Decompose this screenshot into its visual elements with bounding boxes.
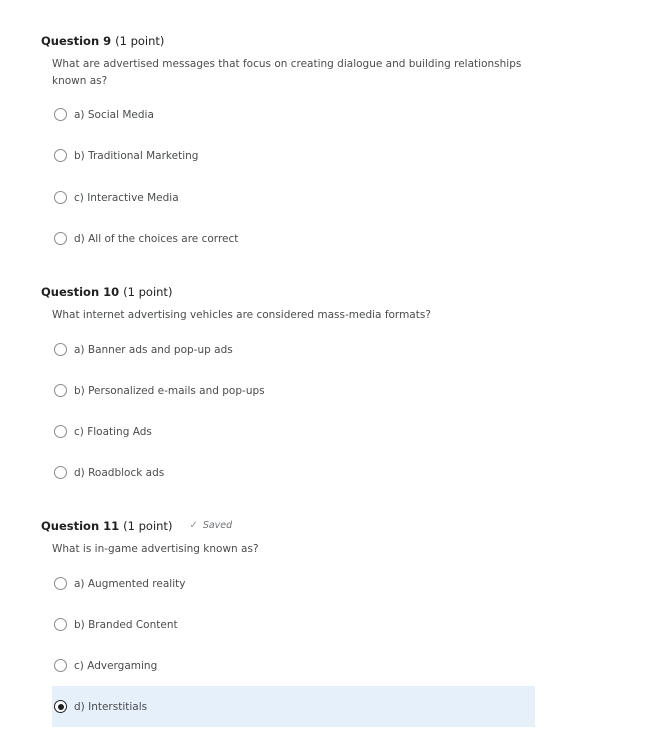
radio-empty-icon[interactable]	[54, 108, 67, 121]
question-header	[41, 33, 535, 49]
question-points: (1 point)	[123, 519, 173, 533]
radio-filled-icon[interactable]	[54, 700, 67, 713]
option-d-selected[interactable]	[52, 686, 535, 727]
option-label: b) Branded Content	[74, 618, 178, 631]
radio-empty-icon[interactable]	[54, 618, 67, 631]
question-title: Question 10	[41, 285, 120, 299]
radio-empty-icon[interactable]	[54, 149, 67, 162]
option-a[interactable]	[52, 329, 535, 370]
option-label: b) Personalized e-mails and pop-ups	[74, 384, 265, 397]
question-points: (1 point)	[115, 34, 165, 48]
option-c[interactable]	[52, 411, 535, 452]
option-c[interactable]	[52, 177, 535, 218]
question-text: What are advertised messages that focus on creating dialogue and building relationships known as?	[52, 58, 522, 87]
question-11	[41, 518, 535, 713]
option-label: d) All of the choices are correct	[74, 232, 239, 245]
radio-empty-icon[interactable]	[54, 659, 67, 672]
option-label: d) Interstitials	[74, 700, 148, 713]
question-9	[41, 33, 535, 245]
option-a[interactable]	[52, 94, 535, 135]
option-a[interactable]	[52, 563, 535, 604]
question-text: What internet advertising vehicles are considered mass-media formats?	[52, 309, 431, 321]
option-c[interactable]	[52, 645, 535, 686]
radio-empty-icon[interactable]	[54, 425, 67, 438]
question-title: Question 11	[41, 519, 120, 533]
option-label: c) Interactive Media	[74, 191, 179, 204]
question-points: (1 point)	[123, 285, 173, 299]
option-d[interactable]	[52, 452, 535, 493]
radio-empty-icon[interactable]	[54, 343, 67, 356]
option-b[interactable]	[52, 604, 535, 645]
radio-empty-icon[interactable]	[54, 577, 67, 590]
option-label: c) Advergaming	[74, 659, 158, 672]
option-label: b) Traditional Marketing	[74, 149, 199, 162]
radio-empty-icon[interactable]	[54, 466, 67, 479]
saved-status	[189, 518, 232, 534]
question-title: Question 9	[41, 34, 112, 48]
radio-empty-icon[interactable]	[54, 232, 67, 245]
checkmark-icon: ✓	[189, 520, 198, 531]
option-label: a) Banner ads and pop-up ads	[74, 343, 233, 356]
option-b[interactable]	[52, 135, 535, 176]
option-b[interactable]	[52, 370, 535, 411]
option-label: a) Augmented reality	[74, 577, 186, 590]
radio-empty-icon[interactable]	[54, 191, 67, 204]
question-header	[41, 284, 535, 300]
option-label: d) Roadblock ads	[74, 466, 165, 479]
saved-label: Saved	[202, 520, 233, 531]
question-10	[41, 284, 535, 479]
question-header	[41, 518, 535, 534]
option-d[interactable]	[52, 218, 535, 259]
option-label: a) Social Media	[74, 108, 154, 121]
radio-empty-icon[interactable]	[54, 384, 67, 397]
question-text: What is in-game advertising known as?	[52, 543, 259, 555]
option-label: c) Floating Ads	[74, 425, 152, 438]
